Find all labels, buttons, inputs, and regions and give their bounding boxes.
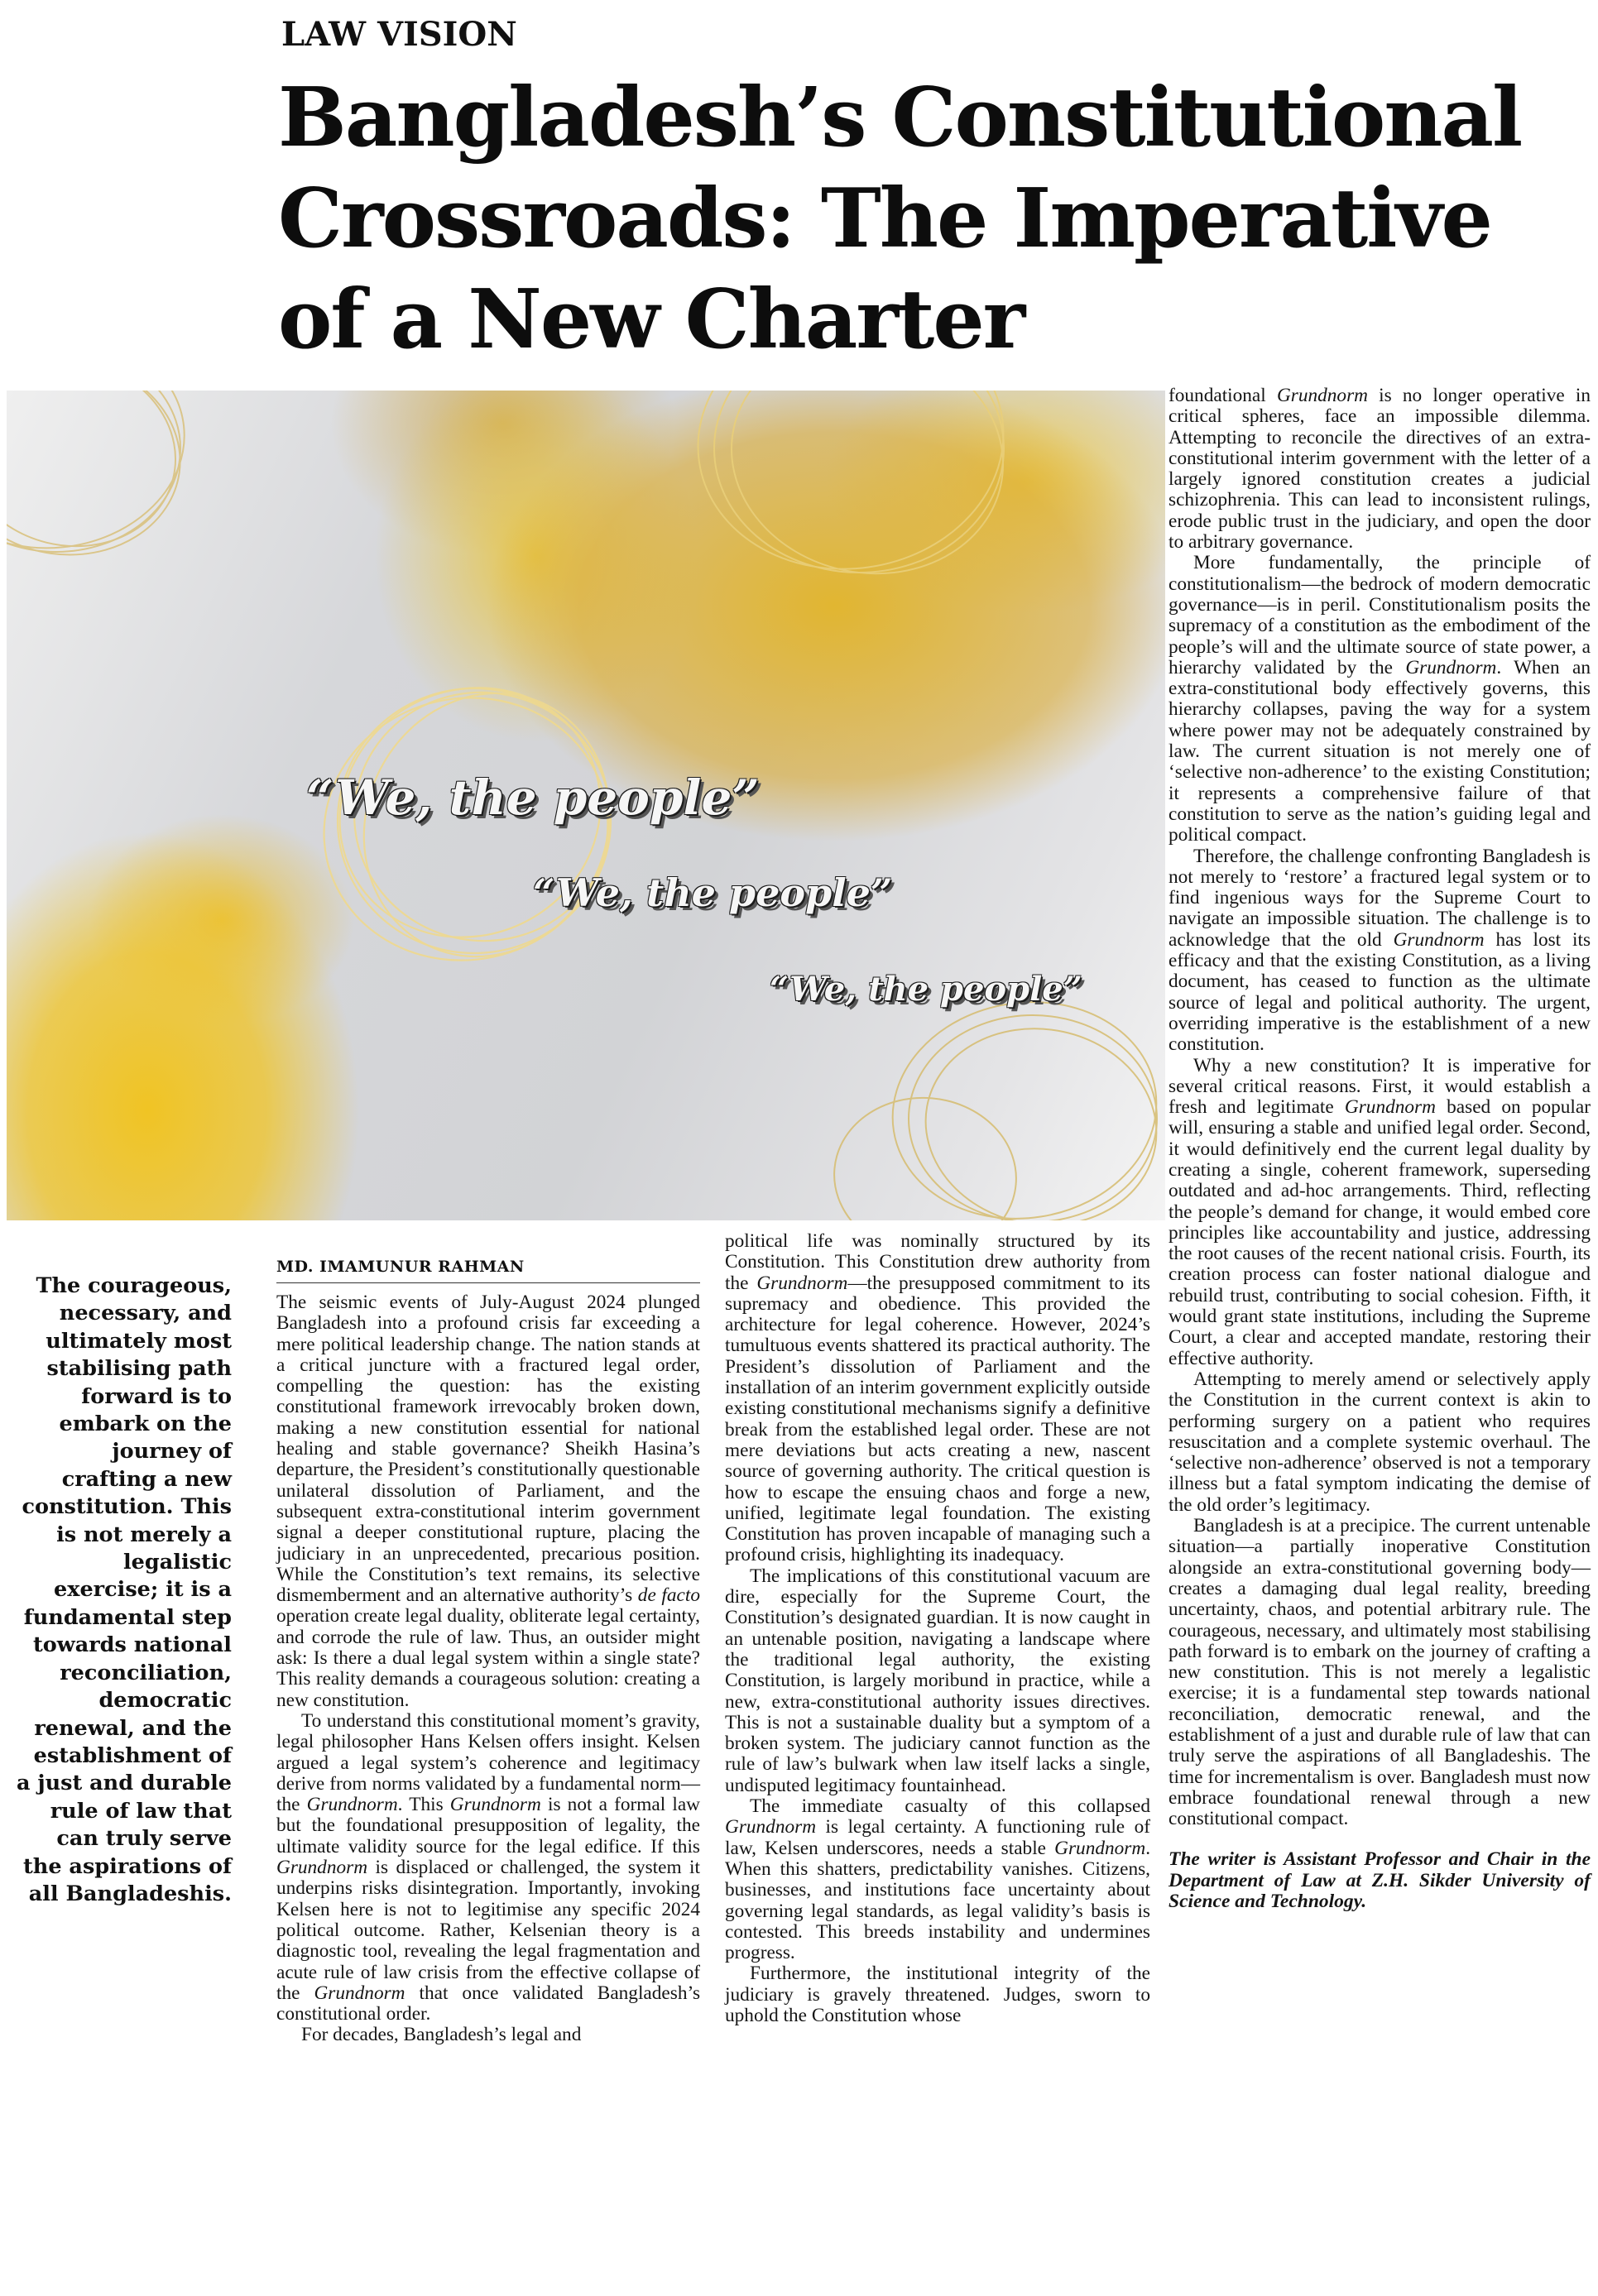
article-column-3 <box>1169 386 1591 1913</box>
article-column-2 <box>725 1231 1150 2026</box>
pull-quote: The courageous, necessary, and ultimately most stabilising path forward is to embark on the journey of crafting a new constitution. This is not merely a legalistic exercise; it is a fundamental step towards national reconciliation, democratic renewal, and the establishment of a just and durable rule of law that can truly serve the aspirations of all Bangladeshis. <box>16 1273 232 1906</box>
quote-we-the-people-1: “We, the people” <box>306 769 760 826</box>
headline: Bangladesh’s Constitutional Crossroads: The Imperative of a New Charter <box>278 70 1522 367</box>
paragraph: Furthermore, the institutional integrity of the judiciary is gravely threatened. Judges, sworn to uphold the Constitution whose <box>725 1963 1150 2026</box>
byline: MD. IMAMUNUR RAHMAN <box>276 1258 700 1283</box>
quote-we-the-people-2: “We, the people” <box>533 870 893 915</box>
paragraph: political life was nominally structured by its Constitution. This Constitution drew authority from the Grundnorm—the presupposed commitment to its supremacy and obedience. This provided the architecture for legal coherence. However, 2024’s tumultuous events shattered its practical authority. The President’s dissolution of Parliament and the installation of an interim government explicitly outside existing constitutional mechanisms signify a definitive break from the established legal order. These are not mere deviations but acts creating a new, nascent source of governing authority. The critical question is how to escape the ensuing chaos and forge a new, unified, legitimate legal foundation. The existing Constitution has proven incapable of managing such a profound crisis, highlighting its inadequacy. <box>725 1230 1150 1566</box>
paragraph: Therefore, the challenge confronting Bangladesh is not merely to ‘restore’ a fractured legal system or to find ingenious ways for the Supreme Court to navigate an impossible situation. The challenge is to acknowledge that the old Grundnorm has lost its efficacy and that the existing Constitution, as a living document, has ceased to function as the ultimate source of legal and political authority. The urgent, overriding imperative is the establishment of a new constitution. <box>1169 845 1591 1056</box>
paragraph: The immediate casualty of this collapsed Grundnorm is legal certainty. A functioning rule of law, Kelsen underscores, needs a stable Grundnorm. When this shatters, predictability vanishes. Citizens, businesses, and institutions face uncertainty about governing legal standards, as legal validity’s basis is contested. This breeds instability and undermines progress. <box>725 1795 1151 1964</box>
we-the-people-illustration <box>7 391 1165 1220</box>
paragraph: To understand this constitutional moment’s gravity, legal philosopher Hans Kelsen offers insight. Kelsen argued a legal system’s coherence and legitimacy derive from norms validated by a fundamental norm—the Grundnorm. This Grundnorm is not a formal law but the foundational presupposition of legality, the ultimate validity source for the legal edifice. If this Grundnorm is displaced or challenged, the system it underpins risks disintegration. Importantly, invoking Kelsen here is not to legitimise any specific 2024 political outcome. Rather, Kelsenian theory is a diagnostic tool, revealing the legal fragmentation and acute rule of law crisis from the effective collapse of the Grundnorm that once validated Bangladesh’s constitutional order. <box>276 1709 701 2025</box>
article-column-1 <box>276 1292 700 2046</box>
paragraph: The implications of this constitutional vacuum are dire, especially for the Supreme Court, the Constitution’s designated guardian. It is now caught in an untenable position, navigating a landscape where the traditional legal authority, the existing Constitution, is largely moribund in practice, while a new, extra-constitutional authority issues directives. This is not a sustainable duality but a symptom of a broken system. The judiciary cannot function as the rule of law’s bulwark when law itself lacks a single, undisputed legitimacy fountainhead. <box>725 1565 1150 1796</box>
section-label: LAW VISION <box>281 15 517 54</box>
author-note: The writer is Assistant Professor and Chair in the Department of Law at Z.H. Sikder University of Science and Technology. <box>1169 1848 1591 1913</box>
paragraph: Attempting to merely amend or selectively apply the Constitution in the current context is akin to performing surgery on a patient who requires resuscitation and a complete systemic overhaul. The ‘selective non-adherence’ observed is not a temporary illness but a fatal symptom indicating the demise of the old order’s legitimacy. <box>1169 1368 1591 1516</box>
paragraph: The seismic events of July-August 2024 plunged Bangladesh into a profound crisis far exceeding a mere political leadership change. The nation stands at a critical juncture with a fractured legal order, compelling the question: has the existing constitutional framework irrevocably broken down, making a new constitution essential for national healing and stable governance? Sheikh Hasina’s departure, the President’s constitutionally questionable unilateral dissolution of Parliament, and the subsequent extra-constitutional interim government signal a deeper constitutional rupture, placing the judiciary in an unprecedented, precarious position. While the Constitution’s text remains, its selective dismemberment and an alternative authority’s de facto operation create legal duality, obliterate legal certainty, and corrode the rule of law. Thus, an outsider might ask: Is there a dual legal system within a single state? This reality demands a courageous solution: creating a new constitution. <box>276 1292 700 1711</box>
paragraph: More fundamentally, the principle of constitutionalism—the bedrock of modern democratic governance—is in peril. Constitutionalism posits the supremacy of a constitution as the embodiment of the people’s will and the ultimate source of state power, a hierarchy validated by the Grundnorm. When an extra-constitutional body effectively governs, this hierarchy collapses, paving the way for a system where power may not be adequately constrained by law. The current situation is not merely one of ‘selective non-adherence’ to the existing Constitution; it represents a comprehensive failure of that constitution to serve as the nation’s guiding legal and political compact. <box>1169 552 1591 846</box>
paragraph: foundational Grundnorm is no longer operative in critical spheres, face an impossible dilemma. Attempting to reconcile the directives of an extra-constitutional interim government with the letter of a largely ignored constitution creates a judicial schizophrenia. This can lead to inconsistent rulings, erode public trust in the judiciary, and open the door to arbitrary governance. <box>1169 385 1591 554</box>
quote-we-the-people-3: “We, the people” <box>770 970 1082 1009</box>
paragraph: Why a new constitution? It is imperative for several critical reasons. First, it would establish a fresh and legitimate Grundnorm based on popular will, ensuring a stable and unified legal order. Second, it would definitively end the current legal duality by creating a single, coherent framework, superseding outdated and ad-hoc arrangements. Third, reflecting the people’s demand for change, it would embed core principles like accountability and justice, addressing the root causes of the recent national crisis. Fourth, its creation process can foster national dialogue and rebuild trust, contributing to social cohesion. Fifth, it would grant state institutions, including the Supreme Court, a clear and accepted mandate, restoring their effective authority. <box>1169 1054 1591 1369</box>
paragraph: For decades, Bangladesh’s legal and <box>301 2024 582 2046</box>
paragraph: Bangladesh is at a precipice. The current untenable situation—a partially inoperative Constitution alongside an extra-constitutional governing body—creates a damaging dual legal reality, breeding uncertainty, chaos, and potential arbitrary rule. The courageous, necessary, and ultimately most stabilising path forward is to embark on the journey of crafting a new constitution. This is not merely a legalistic exercise; it is a fundamental step towards national reconciliation, democratic renewal, and the establishment of a just and durable rule of law that can truly serve the aspirations of all Bangladeshis. The time for incrementalism is over. Bangladesh must now embrace foundational renewal through a new constitutional compact. <box>1169 1515 1591 1830</box>
